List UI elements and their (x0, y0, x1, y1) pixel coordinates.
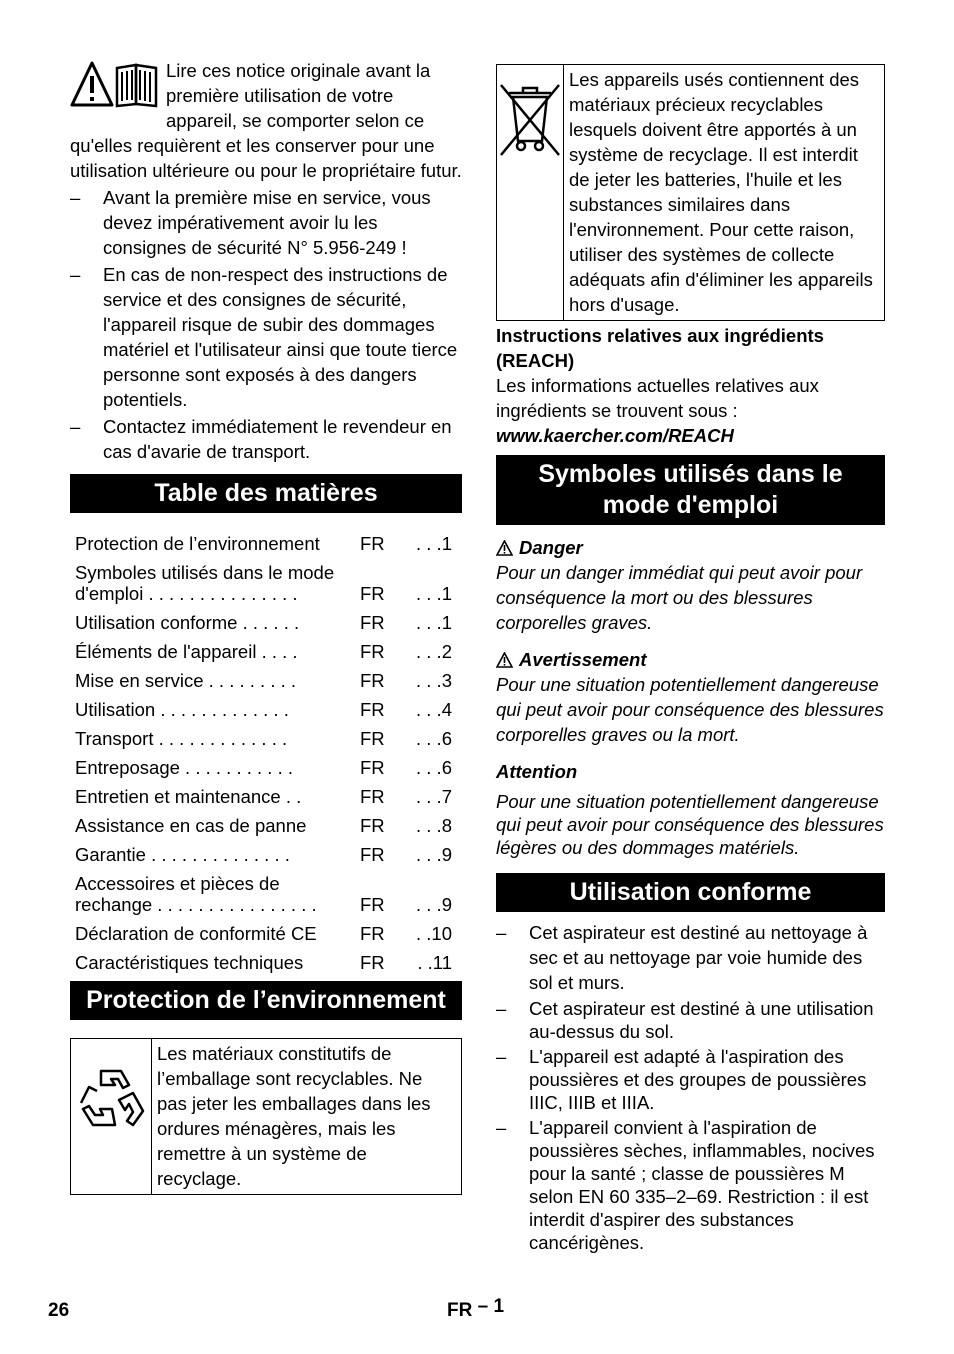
toc-entry: Déclaration de conformité CE (75, 923, 317, 944)
danger-label: Danger (519, 537, 583, 558)
toc-page: . . .7 (416, 786, 452, 807)
toc-entry: Utilisation . . . . . . . . . . . . . (75, 699, 289, 720)
page-number: 26 (48, 1300, 70, 1321)
reach-link[interactable]: www.kaercher.com/REACH (496, 425, 734, 446)
toc-page: . . .1 (416, 583, 452, 604)
toc-row[interactable] (70, 722, 462, 751)
toc-page: . . .6 (416, 757, 452, 778)
warning-text: Pour une situation potentiellement dangereuse qui peut avoir pour conséquence des blessures corporelles graves ou la mort. (496, 674, 884, 745)
warning-heading (496, 647, 885, 672)
toc-lang: FR (360, 844, 385, 865)
toc-lang: FR (360, 894, 385, 915)
environment-title: Protection de l’environnement (70, 981, 462, 1020)
toc-row[interactable] (70, 838, 462, 867)
toc-page: . . .9 (416, 844, 452, 865)
toc-row[interactable] (70, 809, 462, 838)
toc-row[interactable] (70, 946, 462, 975)
weee-icon-cell (497, 65, 564, 320)
toc-lang: FR (360, 815, 385, 836)
list-item: – L'appareil convient à l'aspiration de poussières sèches, inflammables, nocives pour la santé ; classe de poussières M selon EN 60 335–2–69. Restriction : il est interdit d'aspirer des substances cancérigènes. (496, 1116, 885, 1254)
toc-entry: Utilisation conforme . . . . . . (75, 612, 300, 633)
left-column (70, 58, 462, 1195)
table-of-contents (70, 527, 462, 975)
crossed-bin-icon (497, 79, 563, 159)
weee-text: Les appareils usés contiennent des matériaux précieux recyclables lesquels doivent être apportés à un système de recyclage. Il est interdit de jeter les batteries, l'huile et les substances similaires dans l'environnement. Pour cette raison, utiliser des systèmes de collecte adéquats afin d'éliminer les appareils hors d'usage. (569, 69, 873, 315)
toc-entry: Protection de l’environnement (75, 533, 320, 554)
recycle-icon (71, 1057, 151, 1137)
toc-row[interactable] (70, 867, 462, 917)
toc-entry: Symboles utilisés dans le mode d'emploi . . . . . . . . . . . . . . . (75, 562, 335, 604)
toc-lang: FR (360, 786, 385, 807)
recycling-box (70, 1038, 462, 1195)
avertissement-warning-icon (496, 652, 513, 668)
toc-row[interactable] (70, 556, 462, 606)
recycling-icon-cell (71, 1039, 152, 1194)
reach-title: Instructions relatives aux ingrédients (REACH) (496, 325, 824, 371)
toc-lang: FR (360, 612, 385, 633)
toc-lang: FR (360, 923, 385, 944)
toc-entry: Éléments de l'appareil . . . . (75, 641, 298, 662)
toc-page: . . .8 (416, 815, 452, 836)
toc-entry: Garantie . . . . . . . . . . . . . . (75, 844, 290, 865)
usage-list (496, 920, 885, 1254)
toc-lang: FR (360, 670, 385, 691)
toc-entry: Mise en service . . . . . . . . . (75, 670, 297, 691)
toc-row[interactable] (70, 780, 462, 809)
list-item: – Avant la première mise en service, vous devez impérativement avoir lu les consignes de sécurité N° 5.956-249 ! (70, 185, 462, 260)
toc-entry: Transport . . . . . . . . . . . . . (75, 728, 288, 749)
list-item: – En cas de non-respect des instructions de service et des consignes de sécurité, l'appareil risque de subir des dommages matériel et l'utilisateur ainsi que toute tierce personne sont exposés à des dangers potentiels. (70, 262, 462, 412)
toc-title: Table des matières (70, 474, 462, 513)
toc-row[interactable] (70, 606, 462, 635)
toc-lang: FR (360, 728, 385, 749)
right-column (496, 64, 885, 1254)
toc-entry: Assistance en cas de panne (75, 815, 307, 836)
usage-title: Utilisation conforme (496, 873, 885, 912)
weee-box (496, 64, 885, 321)
toc-row[interactable] (70, 917, 462, 946)
attention-text: Pour une situation potentiellement dangereuse qui peut avoir pour conséquence des blessures légères ou des dommages matériels. (496, 791, 884, 858)
list-item: – Contactez immédiatement le revendeur en cas d'avarie de transport. (70, 414, 462, 464)
warning-manual-icon (70, 60, 160, 110)
list-item: – Cet aspirateur est destiné à une utilisation au-dessus du sol. (496, 997, 885, 1043)
reach-text: Les informations actuelles relatives aux ingrédients se trouvent sous : (496, 375, 819, 421)
toc-page: . . .3 (416, 670, 452, 691)
attention-label: Attention (496, 761, 578, 782)
toc-lang: FR (360, 699, 385, 720)
toc-page: . . .4 (416, 699, 452, 720)
toc-row[interactable] (70, 635, 462, 664)
toc-row[interactable] (70, 527, 462, 556)
intro-text: Lire ces notice originale avant la première utilisation de votre appareil, se comporter selon ce qu'elles requièrent et les conserver pour une utilisation ultérieure ou pour le propriétaire futur. (70, 60, 462, 181)
toc-page: . . .1 (416, 612, 452, 633)
toc-row[interactable] (70, 693, 462, 722)
toc-lang: FR (360, 952, 385, 973)
toc-page: . . .2 (416, 641, 452, 662)
toc-page: . . .6 (416, 728, 452, 749)
danger-warning-icon (496, 540, 513, 556)
footer-lang: FR (447, 1300, 473, 1321)
list-item: – L'appareil est adapté à l'aspiration des poussières et des groupes de poussières IIIC, IIIB et IIIA. (496, 1045, 885, 1114)
toc-lang: FR (360, 583, 385, 604)
footer-section (447, 1298, 504, 1323)
footer-section-page: – 1 (477, 1296, 505, 1317)
toc-page: . .11 (417, 952, 452, 973)
recycling-text: Les matériaux constitutifs de l’emballage sont recyclables. Ne pas jeter les emballages dans les ordures ménagères, mais les remettre à un système de recyclage. (157, 1043, 431, 1189)
symbols-title: Symboles utilisés dans le mode d'emploi (496, 455, 885, 525)
toc-page: . .10 (416, 923, 452, 944)
warning-label: Avertissement (519, 649, 647, 670)
intro-list (70, 185, 462, 464)
toc-lang: FR (360, 641, 385, 662)
toc-row[interactable] (70, 664, 462, 693)
toc-entry: Accessoires et pièces de rechange . . . . . . . . . . . . . . . . (75, 873, 317, 915)
intro-section (70, 58, 462, 464)
toc-page: . . .1 (416, 533, 452, 554)
toc-entry: Caractéristiques techniques (75, 952, 304, 973)
toc-lang: FR (360, 533, 385, 554)
list-item: – Cet aspirateur est destiné au nettoyage à sec et au nettoyage par voie humide des sol et murs. (496, 920, 885, 995)
toc-row[interactable] (70, 751, 462, 780)
danger-heading (496, 535, 885, 560)
danger-text: Pour un danger immédiat qui peut avoir pour conséquence la mort ou des blessures corporelles graves. (496, 562, 863, 633)
toc-lang: FR (360, 757, 385, 778)
toc-entry: Entreposage . . . . . . . . . . . (75, 757, 293, 778)
toc-page: . . .9 (416, 894, 452, 915)
toc-entry: Entretien et maintenance . . (75, 786, 302, 807)
